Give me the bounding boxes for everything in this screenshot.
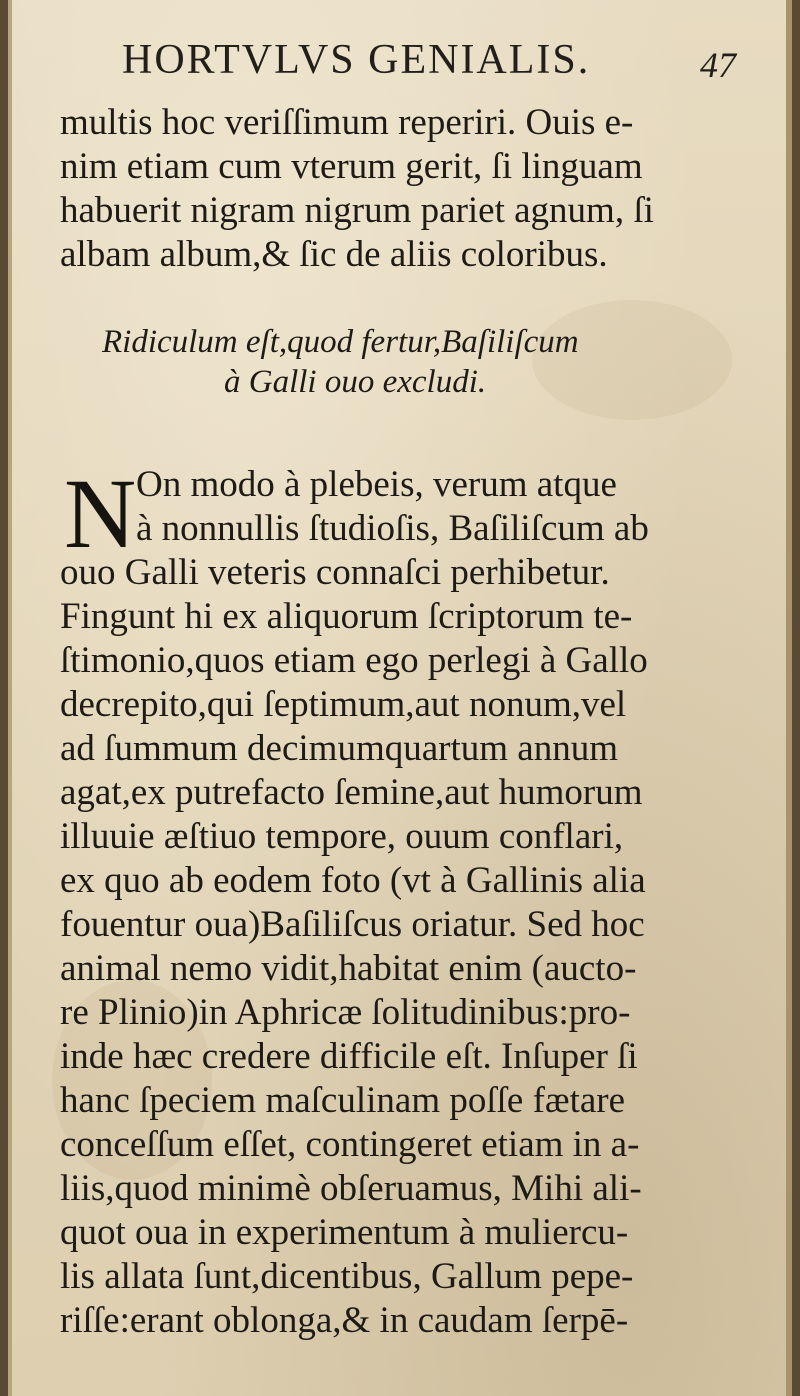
text-line: nim etiam cum vterum gerit, ſi linguam: [60, 146, 643, 187]
section-heading-line: à Galli ouo excludi.: [224, 364, 487, 400]
page-number: 47: [700, 45, 736, 85]
running-head: HORTVLVS GENIALIS.: [122, 37, 591, 83]
text-line: hanc ſpeciem maſculinam poſſe fætare: [60, 1080, 626, 1121]
text-line: riſſe:erant oblonga,& in caudam ſerpē-: [60, 1300, 629, 1341]
text-line: liis,quod minimè obſeruamus, Mihi ali-: [60, 1168, 642, 1209]
text-line: conceſſum eſſet, contingeret etiam in a-: [60, 1124, 640, 1165]
text-line: quot oua in experimentum à muliercu-: [60, 1212, 629, 1253]
paper-stain: [532, 300, 732, 420]
text-line: illuuie æſtiuo tempore, ouum conflari,: [60, 816, 624, 857]
text-line: agat,ex putrefacto ſemine,aut humorum: [60, 772, 643, 813]
section-heading-line: Ridiculum eſt,quod fertur,Baſiliſcum: [102, 324, 579, 360]
text-line: lis allata ſunt,dicentibus, Gallum pepe-: [60, 1256, 634, 1297]
text-line: animal nemo vidit,habitat enim (aucto-: [60, 948, 637, 989]
text-line: On modo à plebeis, verum atque: [136, 464, 617, 505]
text-line: decrepito,qui ſeptimum,aut nonum,vel: [60, 684, 627, 725]
text-line: inde hæc credere difficile eſt. Inſuper ſi: [60, 1036, 638, 1077]
text-line: à nonnullis ſtudioſis, Baſiliſcum ab: [136, 508, 649, 549]
book-page: [8, 0, 792, 1396]
text-line: fouentur oua)Baſiliſcus oriatur. Sed hoc: [60, 904, 645, 945]
text-line: albam album,& ſic de aliis coloribus.: [60, 234, 608, 275]
text-line: multis hoc veriſſimum reperiri. Ouis e-: [60, 102, 634, 143]
text-line: habuerit nigram nigrum pariet agnum, ſi: [60, 190, 654, 231]
text-line: ex quo ab eodem foto (vt à Gallinis alia: [60, 860, 646, 901]
text-line: ſtimonio,quos etiam ego perlegi à Gallo: [60, 640, 648, 681]
text-line: ad ſummum decimumquartum annum: [60, 728, 618, 769]
text-line: re Plinio)in Aphricæ ſolitudinibus:pro-: [60, 992, 631, 1033]
text-line: ouo Galli veteris connaſci perhibetur.: [60, 552, 610, 593]
drop-initial: N: [64, 458, 137, 569]
text-line: Fingunt hi ex aliquorum ſcriptorum te-: [60, 596, 633, 637]
